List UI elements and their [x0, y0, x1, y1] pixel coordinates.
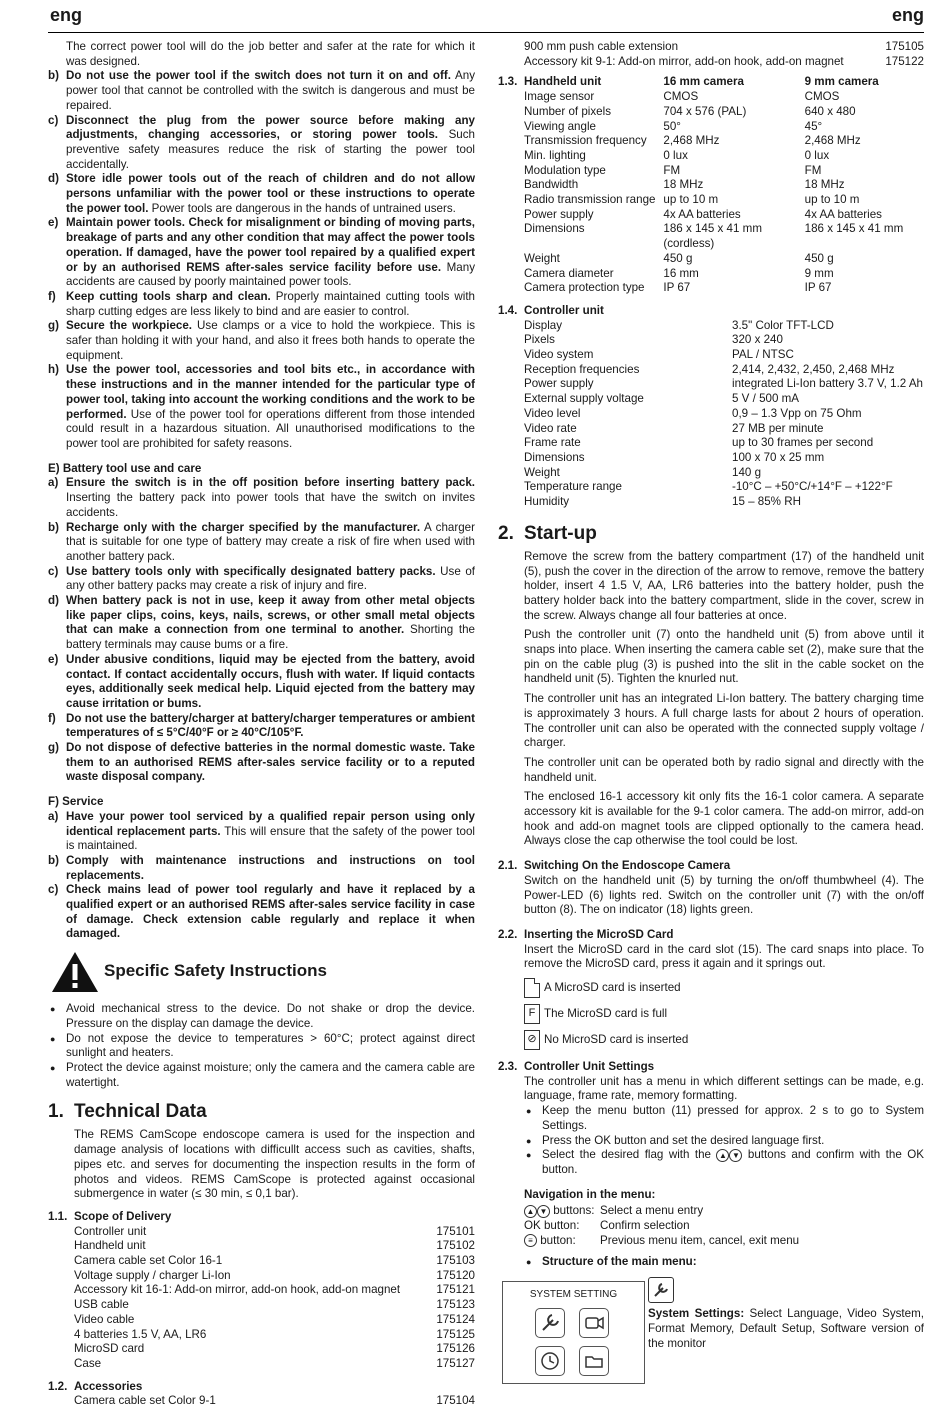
startup-paragraph: The enclosed 16-1 accessory kit only fits the 16-1 color camera. A separate accessory kit is available for the 9-1 color camera. The add-on mirror, add-on hook and add-on magnet tools are clipped optionally to the camera head. Always close the cap otherwise the tool could be lost. [524, 790, 924, 848]
list-marker: a) [48, 476, 59, 490]
spec-row [524, 178, 924, 193]
part-number: 175127 [436, 1356, 475, 1370]
spec-cell: Video rate [524, 421, 577, 435]
spec-cell: FM [663, 163, 681, 177]
nav-value: Previous menu item, cancel, exit menu [600, 1233, 800, 1247]
section-title: Start-up [524, 522, 597, 544]
spec-cell: 140 g [732, 465, 762, 479]
spec-cell: 15 – 85% RH [732, 495, 801, 509]
subsection-number: 2.2. [498, 927, 518, 941]
subsection-title: Controller Unit Settings [524, 1060, 655, 1074]
list-item-bold: Check mains lead of power tool regularly and have it replaced by a qualified expert or an authorised REMS after-sales service facility in case of damage. Check extension cable regularly and replace it when damaged. [66, 883, 475, 941]
list-item-bold: Use battery tools only with specifically designated battery packs. [66, 564, 436, 578]
spec-row [524, 193, 924, 208]
technical-data-heading [48, 1100, 475, 1124]
battery-safety-list [48, 476, 475, 785]
spec-cell: 2,414, 2,432, 2,450, 2,468 MHz [732, 362, 895, 376]
part-number: 175124 [436, 1312, 475, 1326]
part-number: 175126 [436, 1342, 475, 1356]
up-arrow-icon: ▲ [716, 1149, 729, 1162]
spec-cell: 640 x 480 [804, 104, 856, 118]
spec-cell: Reception frequencies [524, 362, 640, 376]
part-row [74, 1328, 475, 1343]
list-item-bold: When battery pack is not in use, keep it away from other metal objects like paper clips, coins, keys, nails, screws, or other small metal objects that can make a connection from one terminal to another. [66, 594, 475, 637]
nav-key: buttons: [553, 1204, 595, 1218]
list-item [48, 476, 475, 520]
nav-row [524, 1219, 924, 1234]
spec-row [524, 222, 924, 251]
list-marker: d) [48, 594, 59, 608]
list-item-text: Shorting the battery terminals may cause bums or a fire. [66, 623, 475, 652]
spec-row [524, 392, 923, 407]
startup-paragraph: The controller unit can be operated both by radio signal and directly with the handheld unit. [524, 755, 924, 784]
settings-bullet: ● Press the OK button and set the desired language first. [524, 1134, 924, 1149]
part-number: 175125 [436, 1327, 475, 1341]
spec-cell: IP 67 [663, 281, 691, 295]
video-system-icon [579, 1308, 609, 1338]
accessories-list-continued [498, 40, 924, 69]
nav-key: OK button: [524, 1219, 580, 1233]
spec-row [524, 120, 924, 135]
warning-triangle-icon [50, 950, 100, 994]
spec-cell: Modulation type [524, 163, 606, 177]
subsection-number: 1.2. [48, 1379, 68, 1393]
spec-cell: Pixels [524, 333, 555, 347]
spec-row [524, 164, 924, 179]
part-number: 175121 [436, 1283, 475, 1297]
part-row [74, 1225, 475, 1240]
spec-cell: Dimensions [524, 222, 585, 236]
list-item [48, 653, 475, 712]
spec-row [524, 407, 923, 422]
spec-cell: CMOS [804, 90, 840, 104]
part-row [74, 1313, 475, 1328]
spec-row [524, 208, 924, 223]
spec-cell: 4x AA batteries [804, 207, 882, 221]
spec-cell: 186 x 145 x 41 mm (cordless) [663, 222, 762, 251]
list-item-text: Power tools are dangerous in the hands of untrained users. [148, 201, 456, 215]
part-row [524, 40, 924, 55]
service-section-title: F) Service [48, 795, 104, 809]
sd-state-none [524, 1030, 924, 1050]
part-name: Voltage supply / charger Li-Ion [74, 1268, 231, 1282]
list-item [48, 712, 475, 741]
spec-cell: 9 mm [804, 266, 834, 280]
clock-icon [535, 1346, 565, 1376]
list-marker: a) [48, 809, 59, 823]
startup-paragraphs [498, 550, 924, 849]
controller-settings-body [498, 1075, 924, 1269]
part-row [74, 1269, 475, 1284]
settings-bullet: ● Keep the menu button (11) pressed for approx. 2 s to go to System Settings. [524, 1104, 924, 1133]
navigation-title: Navigation in the menu: [524, 1187, 656, 1201]
settings-bullet-text: Select the desired flag with the [542, 1148, 711, 1162]
part-row [524, 55, 924, 70]
spec-row [524, 105, 924, 120]
spec-header: 16 mm camera [663, 75, 744, 89]
list-item-text: This will ensure that the safety of the power tool is maintained. [66, 824, 475, 853]
spec-cell: Min. lighting [524, 148, 586, 162]
list-item [48, 290, 475, 319]
spec-cell: Image sensor [524, 90, 595, 104]
system-settings-text: Select Language, Video System, Format Memory, Default Setup, Software version of the monitor [648, 1307, 924, 1350]
spec-cell: 320 x 240 [732, 333, 783, 347]
spec-cell: External supply voltage [524, 392, 644, 406]
list-item-bold: Under abusive conditions, liquid may be ejected from the battery, avoid contact. If contact accidentally occurs, flush with water. If liquid contacts eyes, additionally seek medical help. Liquid ejected from the battery may cause irritation or bums. [66, 652, 475, 710]
spec-cell: up to 10 m [804, 193, 860, 207]
technical-intro: The REMS CamScope endoscope camera is used for the inspection and damage analysis of locations with difficullt access such as cavities, shafts, pipes etc. and serves for documenting the inspection results in the form of photos and videos. REMS CamScope is protected against occasional submergence in water (≤ 30 min, ≤ 0,1 bar). [74, 1128, 475, 1201]
list-marker: g) [48, 319, 59, 333]
spec-cell: Weight [524, 251, 560, 265]
spec-cell: 45° [804, 119, 823, 133]
subsection-number: 1.3. [498, 75, 518, 89]
spec-cell: Video system [524, 348, 594, 362]
spec-row [524, 281, 924, 296]
list-item-bold: Have your power tool serviced by a qualified repair person using only identical replacement parts. [66, 809, 475, 838]
spec-cell: 50° [663, 119, 681, 133]
spec-cell: 0 lux [663, 148, 688, 162]
sd-card-full-icon: F [524, 1004, 540, 1024]
spec-row [524, 319, 923, 334]
specific-safety-bullets [48, 1002, 475, 1090]
menu-structure-title: ● Structure of the main menu: [524, 1255, 924, 1270]
list-marker: c) [48, 113, 59, 127]
subsection-title: Inserting the MicroSD Card [524, 927, 674, 941]
system-settings-icon [648, 1277, 674, 1303]
list-item-bold: Disconnect the plug from the power source before making any adjustments, changing accessories, or storing power tools. [66, 113, 475, 142]
list-item-text: Use clamps or a vice to hold the workpiece. This is safer than holding it with your hand, and also it frees both hands to operate the equipment. [66, 319, 475, 362]
list-item-bold: Recharge only with the charger specified by the manufacturer. [66, 520, 421, 534]
down-arrow-icon: ▼ [537, 1205, 550, 1218]
spec-cell: 4x AA batteries [663, 207, 741, 221]
general-safety-list [48, 69, 475, 451]
spec-cell: Dimensions [524, 450, 585, 464]
list-marker: h) [48, 363, 59, 377]
menu-screen-label: SYSTEM SETTING [529, 1289, 618, 1301]
system-setting-screen [502, 1281, 645, 1384]
part-name: Case [74, 1356, 102, 1370]
part-name: Handheld unit [74, 1239, 146, 1253]
folder-icon [579, 1346, 609, 1376]
spec-cell: CMOS [663, 90, 699, 104]
part-number: 175101 [436, 1224, 475, 1238]
specific-safety-title: Specific Safety Instructions [104, 961, 327, 981]
spec-cell: 16 mm [663, 266, 699, 280]
spec-cell: Video level [524, 406, 581, 420]
intro-text: The correct power tool will do the job better and safer at the rate for which it was designed. [66, 40, 475, 68]
subsection-number: 2.1. [498, 859, 518, 873]
list-marker: b) [48, 520, 59, 534]
spec-cell: -10°C – +50°C/+14°F – +122°F [732, 480, 893, 494]
settings-bullet [524, 1148, 924, 1177]
spec-row [524, 134, 924, 149]
language-label-left: eng [50, 5, 83, 25]
list-item [48, 172, 475, 216]
list-item-text: Inserting the battery pack into power tools that have the switch on invites accidents. [66, 491, 475, 519]
sd-state-full [524, 1004, 924, 1024]
list-item-bold: Ensure the switch is in the off position before inserting battery pack. [66, 476, 475, 490]
spec-row [524, 90, 924, 105]
part-row [74, 1239, 475, 1254]
wrench-icon [535, 1308, 565, 1338]
list-item-text: Such preventive safety measures reduce the risk of starting the power tool accidentally. [66, 128, 475, 171]
switching-on-heading [498, 859, 924, 874]
section-title: Technical Data [74, 1101, 207, 1123]
controller-spec-table [524, 319, 923, 510]
list-marker: f) [48, 289, 56, 303]
part-name: Controller unit [74, 1224, 147, 1238]
spec-row [524, 422, 923, 437]
subsection-title: Switching On the Endoscope Camera [524, 859, 731, 873]
part-number: 175123 [436, 1298, 475, 1312]
spec-row [524, 495, 923, 510]
spec-row [524, 377, 923, 392]
sd-state-label: No MicroSD card is inserted [544, 1032, 689, 1046]
list-marker: f) [48, 711, 56, 725]
list-item-text: Use of the power tool for operations different from those intended could result in a hazardous situation. All unauthorised modifications to the power tool are prohibited for safety reasons. [66, 407, 475, 450]
spec-cell: up to 30 frames per second [732, 436, 874, 450]
nav-key: button: [540, 1233, 576, 1247]
spec-cell: 27 MB per minute [732, 421, 824, 435]
spec-cell: 450 g [804, 251, 834, 265]
accessories-list [48, 1394, 475, 1409]
list-item [48, 594, 475, 653]
spec-row [524, 436, 923, 451]
settings-bullet-text: buttons and confirm with the OK button. [542, 1148, 924, 1176]
sd-card-none-icon: ⊘ [524, 1030, 540, 1050]
list-item-text: Any power tool that cannot be controlled with the switch is dangerous and must be repaired. [66, 69, 476, 112]
list-item [48, 114, 475, 173]
list-marker: c) [48, 883, 59, 897]
spec-cell: 0 lux [804, 148, 830, 162]
spec-cell: Camera protection type [524, 281, 645, 295]
sd-state-label: A MicroSD card is inserted [544, 980, 681, 994]
list-item [48, 363, 475, 451]
part-name: MicroSD card [74, 1342, 145, 1356]
menu-button-icon: ≡ [524, 1234, 537, 1247]
part-row [74, 1342, 475, 1357]
safety-bullet: ● Do not expose the device to temperatures > 60°C; protect against direct sunlight and heaters. [48, 1032, 475, 1061]
list-marker: d) [48, 172, 59, 186]
list-item [48, 319, 475, 363]
subsection-title: Scope of Delivery [74, 1209, 172, 1223]
list-item-text: Properly maintained cutting tools with sharp cutting edges are less likely to bind and are easier to control. [66, 289, 476, 318]
microsd-heading [498, 928, 924, 943]
sd-card-icon [524, 978, 540, 998]
specific-safety-heading [48, 950, 475, 1000]
part-number: 175105 [885, 40, 924, 53]
subsection-number: 2.3. [498, 1060, 518, 1074]
list-item [48, 565, 475, 594]
list-item-bold: Use the power tool, accessories and tool bits etc., in accordance with these instructions and in the manner intended for the particular type of power tool, taking into account the working conditions and the work to be performed. [66, 363, 475, 421]
spec-cell: 100 x 70 x 25 mm [732, 450, 825, 464]
spec-cell: Weight [524, 465, 560, 479]
list-item-bold: Secure the workpiece. [66, 319, 193, 333]
list-item [48, 810, 475, 854]
spec-row [524, 267, 924, 282]
part-name: Camera cable set Color 16-1 [74, 1254, 223, 1268]
spec-cell: Camera diameter [524, 266, 614, 280]
accessories-heading [48, 1380, 475, 1395]
safety-bullet: ● Protect the device against moisture; only the camera and the camera cable are watertight. [48, 1061, 475, 1090]
spec-cell: Transmission frequency [524, 134, 647, 148]
part-number: 175122 [885, 54, 924, 68]
spec-row [524, 333, 923, 348]
part-number: 175104 [436, 1394, 475, 1408]
list-item [48, 741, 475, 785]
list-item-text: Use of any other battery packs may create a risk of injury and fire. [66, 564, 476, 593]
list-marker: g) [48, 741, 59, 755]
list-item [48, 883, 475, 942]
handheld-spec-table [524, 75, 924, 296]
spec-row [524, 252, 924, 267]
spec-cell: 0,9 – 1.3 Vpp on 75 Ohm [732, 406, 862, 420]
part-name: 4 batteries 1.5 V, AA, LR6 [74, 1327, 207, 1341]
list-item [48, 216, 475, 290]
spec-cell: 18 MHz [663, 178, 704, 192]
part-name: Video cable [74, 1312, 135, 1326]
part-number: 175102 [436, 1239, 475, 1253]
list-item-text: A charger that is suitable for one type of battery may create a risk of fire when used with another battery pack. [66, 520, 475, 563]
list-item-bold: Do not dispose of defective batteries in the normal domestic waste. Take them to an authorised REMS after-sales service facility or to a reputed waste disposal company. [66, 741, 475, 784]
part-name: 900 mm push cable extension [524, 40, 679, 53]
system-settings-description [648, 1307, 924, 1351]
part-name: USB cable [74, 1298, 129, 1312]
part-number: 175103 [436, 1254, 475, 1268]
list-marker: b) [48, 853, 59, 867]
spec-cell: 186 x 145 x 41 mm [804, 222, 904, 236]
scope-list [48, 1225, 475, 1372]
list-item [48, 69, 475, 113]
page-header [48, 6, 924, 33]
part-name: Accessory kit 9-1: Add-on mirror, add-on hook, add-on magnet [524, 54, 844, 68]
controller-unit-heading [498, 304, 924, 319]
spec-cell: 450 g [663, 251, 693, 265]
spec-cell: Radio transmission range [524, 193, 656, 207]
spec-cell: Viewing angle [524, 119, 596, 133]
battery-section-title: E) Battery tool use and care [48, 461, 202, 475]
list-item-bold: Store idle power tools out of the reach of children and do not allow persons unfamiliar with the power tool or these instructions to operate the power tool. [66, 172, 475, 215]
part-row [74, 1394, 475, 1409]
microsd-states [498, 978, 924, 1050]
spec-cell: Power supply [524, 207, 594, 221]
switching-on-text: Switch on the handheld unit (5) by turning the on/off thumbwheel (4). The Power-LED (6) lights red. Switch on the controller unit (7) with the on/off button (8). The on indicator (18) lights green. [524, 873, 924, 917]
list-item-bold: Maintain power tools. Check for misalignment or binding of moving parts, breakage of parts and any other condition that may affect the power tools operation. If damaged, have the power tool repaired by a qualified expert or by an authorised REMS after-sales service facility before use. [66, 216, 475, 274]
list-item-bold: Do not use the power tool if the switch does not turn it on and off. [66, 69, 451, 83]
startup-heading [498, 522, 924, 546]
spec-header: 9 mm camera [804, 75, 879, 89]
menu-structure [498, 1277, 924, 1387]
list-item-bold: Comply with maintenance instructions and instructions on tool replacements. [66, 853, 475, 882]
spec-header: Handheld unit [524, 75, 602, 89]
list-item-bold: Do not use the battery/charger at battery/charger temperatures or ambient temperatures of ≤ 5°C/40°F or ≥ 40°C/105°F. [66, 711, 475, 740]
startup-paragraph: The controller unit has an integrated Li-Ion battery. The battery charging time is approximately 3 hours. A full charge lasts for about 2 hours of operation. The controller unit can also be operated with the connected supply voltage / charger. [524, 692, 924, 750]
nav-row [524, 1204, 924, 1219]
part-row [74, 1298, 475, 1313]
system-settings-label: System Settings: [648, 1307, 745, 1321]
sd-state-inserted [524, 978, 924, 998]
navigation-list [524, 1204, 924, 1248]
list-marker: b) [48, 69, 59, 83]
spec-row [524, 466, 923, 481]
startup-paragraph: Push the controller unit (7) onto the handheld unit (5) from above until it snaps into place. When inserting the camera cable set (2), make sure that the pin on the cable plug (3) is pushed into the slit in the cable socket on the handheld unit (5). Tighten the knurled nut. [524, 628, 924, 686]
subsection-title: Controller unit [524, 303, 604, 317]
spec-cell: IP 67 [804, 281, 832, 295]
right-column [498, 40, 924, 1387]
section-number: 2. [498, 522, 514, 544]
list-item-bold: Keep cutting tools sharp and clean. [66, 289, 271, 303]
left-column [48, 40, 475, 1409]
spec-row [524, 149, 924, 164]
part-name: Accessory kit 16-1: Add-on mirror, add-on hook, add-on magnet [74, 1283, 401, 1297]
spec-cell: Number of pixels [524, 104, 611, 118]
subsection-number: 1.1. [48, 1209, 68, 1223]
up-arrow-icon: ▲ [524, 1205, 537, 1218]
subsection-title: Accessories [74, 1379, 143, 1393]
part-row [74, 1283, 475, 1298]
startup-paragraph: Remove the screw from the battery compartment (17) of the handheld unit (5), push the cover in the direction of the arrow to remove, remove the battery holder, insert 4 1.5 V, AA, LR6 batteries into the battery holder, push the battery holder back into the battery compartment, slide in the cover, screw in the screw. Always change all four batteries at once. [524, 549, 924, 622]
spec-row [524, 363, 923, 378]
safety-bullet: ● Avoid mechanical stress to the device. Do not shake or drop the device. Pressure on the display can damage the device. [48, 1002, 475, 1031]
spec-cell: 5 V / 500 mA [732, 392, 800, 406]
language-label-right: eng [891, 5, 924, 25]
spec-cell: Temperature range [524, 480, 622, 494]
spec-row [524, 348, 923, 363]
sd-state-label: The MicroSD card is full [544, 1006, 668, 1020]
service-list [48, 810, 475, 942]
spec-cell: integrated Li-Ion battery 3.7 V, 1.2 Ah [732, 377, 924, 391]
spec-row [524, 451, 923, 466]
spec-cell: FM [804, 163, 822, 177]
nav-row [524, 1234, 924, 1249]
spec-cell: 3.5" Color TFT-LCD [732, 318, 834, 332]
list-item [48, 521, 475, 565]
list-marker: e) [48, 652, 59, 666]
spec-cell: Display [524, 318, 563, 332]
part-number: 175120 [436, 1268, 475, 1282]
spec-cell: up to 10 m [663, 193, 719, 207]
down-arrow-icon: ▼ [729, 1149, 742, 1162]
spec-cell: Humidity [524, 495, 570, 509]
controller-settings-text: The controller unit has a menu in which different settings can be made, e.g. language, frame rate, memory formatting. [524, 1074, 924, 1103]
spec-cell: 704 x 576 (PAL) [663, 104, 747, 118]
list-item-text: Many accidents are caused by poorly maintained power tools. [66, 260, 475, 289]
nav-value: Confirm selection [600, 1219, 690, 1233]
scope-heading [48, 1210, 475, 1225]
part-row [74, 1357, 475, 1372]
spec-cell: Frame rate [524, 436, 581, 450]
spec-cell: 2,468 MHz [663, 134, 720, 148]
handheld-unit-section [498, 75, 924, 296]
spec-cell: PAL / NTSC [732, 348, 794, 362]
controller-settings-heading [498, 1060, 924, 1075]
section-number: 1. [48, 1101, 64, 1123]
microsd-text: Insert the MicroSD card in the card slot (15). The card snaps into place. To remove the MicroSD card, press it again and it springs out. [524, 942, 924, 971]
nav-value: Select a menu entry [600, 1204, 704, 1218]
spec-cell: 2,468 MHz [804, 134, 861, 148]
spec-cell: Power supply [524, 377, 594, 391]
part-name: Camera cable set Color 9-1 [74, 1394, 216, 1408]
part-row [74, 1254, 475, 1269]
spec-cell: Bandwidth [524, 178, 579, 192]
subsection-number: 1.4. [498, 303, 518, 317]
list-item [48, 854, 475, 883]
spec-cell: 18 MHz [804, 178, 845, 192]
spec-row [524, 480, 923, 495]
list-marker: e) [48, 216, 59, 230]
list-marker: c) [48, 564, 59, 578]
